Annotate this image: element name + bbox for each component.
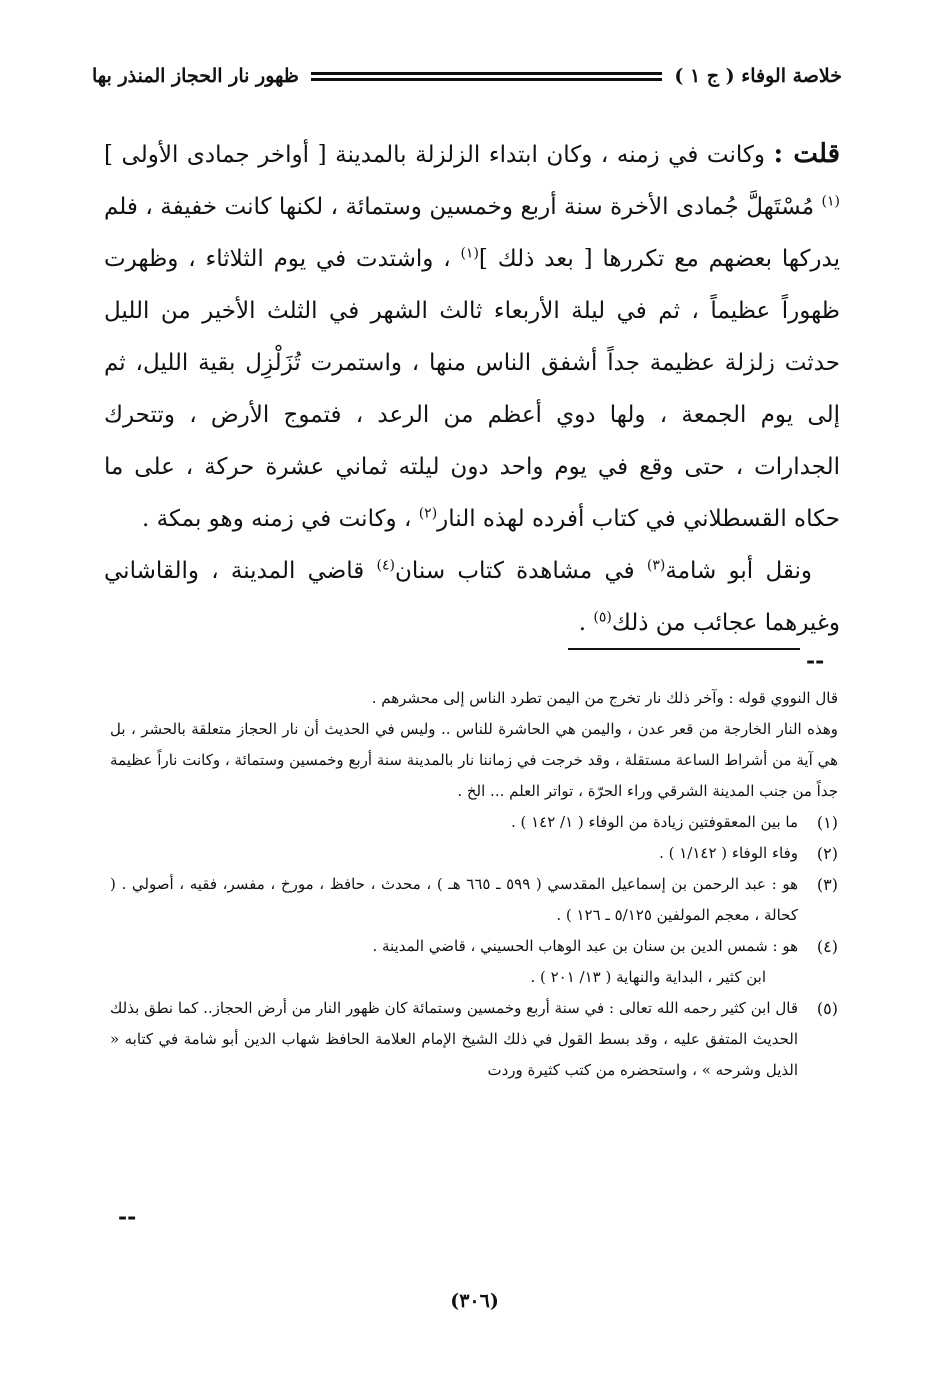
paragraph-2: ونقل أبو شامة$^{(٣)}$ في مشاهدة كتاب سنان$^{(٤)}$ قاضي المدينة ، والقاشاني وغيرهما عجائب من ذلك$^{(٥)}$ . [104, 557, 840, 636]
footnote-3 [110, 869, 838, 931]
footnote-text: هو : عبد الرحمن بن إسماعيل المقدسي ( ٥٩٩ ـ ٦٦٥ هـ ) ، محدث ، حافظ ، مورخ ، مفسر، فقيه ، أصولي . ( كحالة ، معجم المولفين ٥/١٢٥ ـ ١٢٦ ) . [110, 875, 798, 924]
footnote-text: قال ابن كثير رحمه الله تعالى : في سنة أربع وخمسين وستمائة كان ظهور النار من أرض الحجاز.. كما نطق بذلك الحديث المتفق عليه ، وقد بسط القول في ذلك الشيخ الإمام العلامة الحافظ شهاب الدين أبو شامة في كتابه « الذيل وشرحه » ، واستحضره من كتب كثيرة وردت [110, 999, 798, 1079]
footnote-number: (٣) [816, 875, 838, 894]
footnote-text: وفاء الوفاء ( ١/١٤٢ ) . [659, 844, 798, 862]
footnote-4 [110, 931, 838, 993]
footnote-ref: (٢) [418, 505, 438, 522]
main-text [104, 128, 840, 649]
footnote-ref: (٥) [593, 609, 612, 626]
book-title: خلاصة الوفاء ( ج ١ ) [674, 65, 842, 87]
footnote-number: (٤) [816, 937, 838, 956]
footnote-2 [110, 838, 838, 869]
footnote-text: هو : شمس الدين بن سنان بن عبد الوهاب الحسيني ، قاضي المدينة . [372, 937, 798, 955]
footnote-number: (٢) [816, 844, 838, 863]
continued-note-paragraph: وهذه النار الخارجة من قعر عدن ، واليمن هي الحاشرة للناس .. وليس في الحديث أن نار الحجاز متعلقة بالحشر ، بل هي آية من أشراط الساعة مستقلة ، وقد خرجت في زماننا نار بالمدينة سنة أربع وخمسين وستمائة ، وكانت ناراً عظيمة جداً من جنب المدينة الشرقي وراء الحرّة ، تواتر العلم ... الخ . [110, 720, 838, 800]
footnote-ref: (٣) [646, 557, 666, 574]
continued-note-line: قال النووي قوله : وآخر ذلك نار تخرج من اليمن تطرد الناس إلى محشرهم . [371, 689, 838, 707]
footnote-1 [110, 807, 838, 838]
footnote-ref: (١) [821, 193, 840, 210]
running-header [92, 58, 842, 94]
header-rule [311, 72, 662, 81]
footnote-ref: (٤) [376, 557, 395, 574]
continuation-dash: -- [806, 648, 825, 674]
footnote-subtext: ابن كثير ، البداية والنهاية ( ١٣/ ٢٠١ ) . [530, 968, 766, 986]
footnote-text: ما بين المعقوفتين زيادة من الوفاء ( ١/ ١٤٢ ) . [510, 813, 798, 831]
paragraph-1: قلت : وكانت في زمنه ، وكان ابتداء الزلزلة بالمدينة [ أواخر جمادى الأولى ]$^{(١)}$ مُسْتَهلَّ جُمادى الأخرة سنة أربع وخمسين وستمائة ، لكنها كانت خفيفة ، فلم يدركها بعضهم مع تكررها [ بعد ذلك ]$^{(١)}$ ، واشتدت في يوم الثلاثاء ، وظهرت ظهوراً عظيماً ، ثم في ليلة الأربعاء ثالث الشهر في الثلث الأخير من الليل حدثت زلزلة عظيمة جداً أشفق الناس منها ، واستمرت تُزَلْزِل بقية الليل، ثم إلى يوم الجمعة ، ولها دوي أعظم من الرعد ، فتموج الأرض ، وتتحرك الجدارات ، حتى وقع في يوم واحد دون ليلته ثماني عشرة حركة ، على ما حكاه القسطلاني في كتاب أفرده لهذه النار$^{(٢)}$ ، وكانت في زمنه وهو بمكة . [104, 139, 841, 532]
footnote-number: (١) [816, 813, 838, 832]
lead-word: قلت : [773, 139, 841, 169]
page-number: (٣٠٦) [450, 1290, 499, 1312]
footnote-ref: (١) [460, 245, 479, 262]
chapter-title: ظهور نار الحجاز المنذر بها [92, 65, 299, 87]
footnotes-section [110, 683, 838, 1086]
footnote-5 [110, 993, 838, 1086]
continuation-dash: -- [118, 1204, 137, 1230]
footnote-number: (٥) [816, 999, 838, 1018]
footnote-separator [568, 648, 800, 650]
